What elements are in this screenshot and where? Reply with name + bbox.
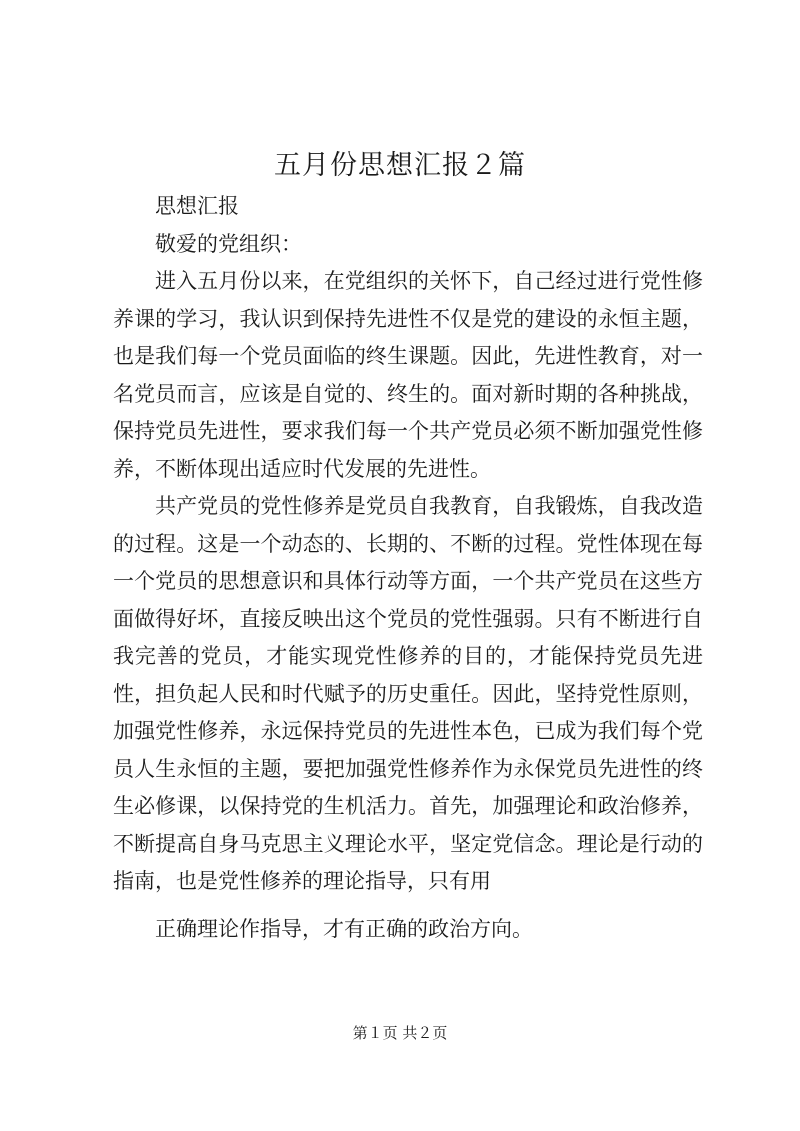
paragraph-correct-theory: 正确理论作指导，才有正确的政治方向。 [155,916,533,941]
paragraph-heading: 思想汇报 [155,194,239,218]
document-body [113,188,703,948]
page-number-footer: 第１页 共２页 [352,1024,448,1042]
paragraph-salutation: 敬爱的党组织： [155,231,302,256]
document-title: 五月份思想汇报２篇 [274,150,526,181]
paragraph-party-cultivation: 共产党员的党性修养是党员自我教育，自我锻炼，自我改造的过程。这是一个动态的、长期的、不断的过程。党性体现在每一个党员的思想意识和具体行动等方面，一个共产党员在这些方面做得好坏，直接反映出这个党员的党性强弱。只有不断进行自我完善的党员，才能实现党性修养的目的，才能保持党员先进性，担负起人民和时代赋予的历史重任。因此，坚持党性原则，加强党性修养，永远保持党员的先进性本色，已成为我们每个党员人生永恒的主题，要把加强党性修养作为永保党员先进性的终生必修课，以保持党的生机活力。首先，加强理论和政治修养，不断提高自身马克思主义理论水平，坚定党信念。理论是行动的指南，也是党性修养的理论指导，只有用 [113,494,703,893]
paragraph-intro: 进入五月份以来，在党组织的关怀下，自己经过进行党性修养课的学习，我认识到保持先进性不仅是党的建设的永恒主题，也是我们每一个党员面临的终生课题。因此，先进性教育，对一名党员而言，应该是自觉的、终生的。面对新时期的各种挑战，保持党员先进性，要求我们每一个共产党员必须不断加强党性修养，不断体现出适应时代发展的先进性。 [113,269,703,481]
